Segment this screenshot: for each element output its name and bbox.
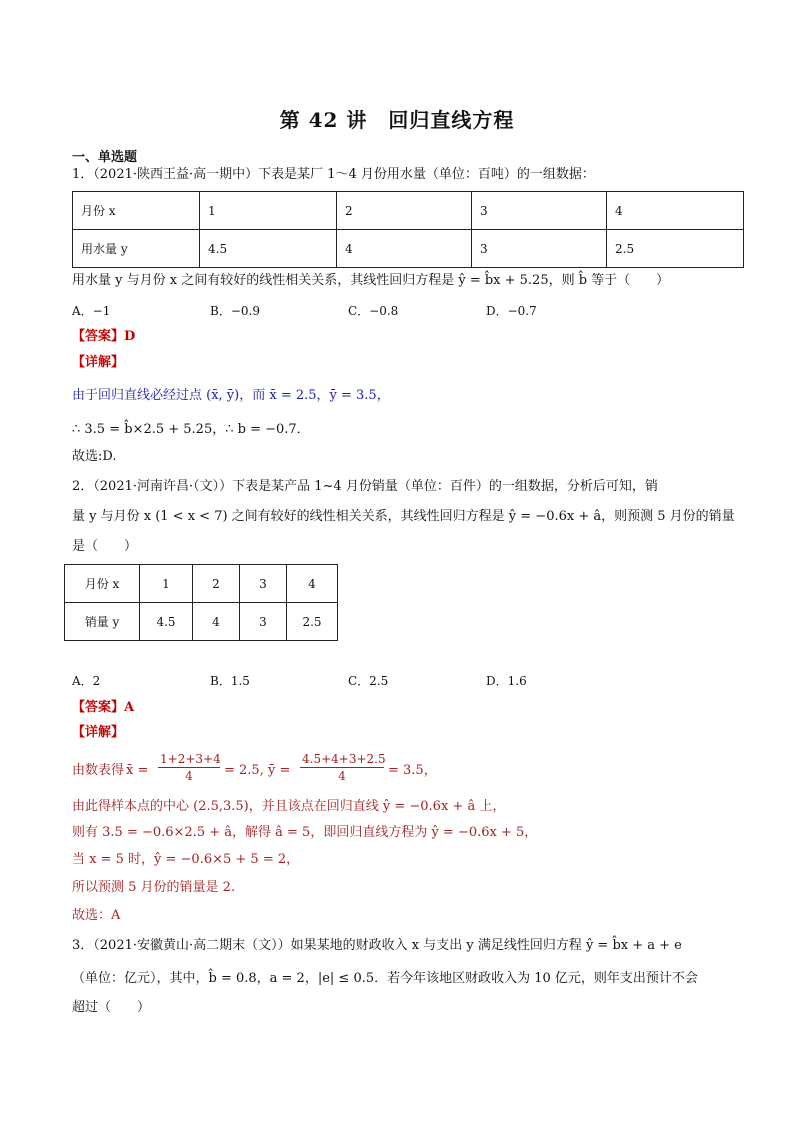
q2-option-a: A．2: [72, 674, 101, 688]
q1-option-c: C．−0.8: [348, 304, 399, 318]
q3-stem-line2: （单位：亿元），其中，b̂ = 0.8，a = 2，|e| ≤ 0.5．若今年该地区财政收入为 10 亿元，则年支出预计不会: [72, 971, 698, 986]
q3-stem-line1: 3．（2021·安徽黄山·高二期末（文））如果某地的财政收入 x 与支出 y 满足线性回归方程 ŷ = b̂x + a + e: [72, 938, 682, 953]
table-cell: 月份 x: [73, 192, 200, 230]
q3-stem-line3: 超过（ ）: [72, 1000, 151, 1015]
q2-stem-line1: 2．（2021·河南许昌·（文））下表是某产品 1~4 月份销量（单位：百件）的一组数据，分析后可知，销: [72, 479, 658, 494]
q1-option-b: B．−0.9: [210, 304, 260, 318]
q2-detail-line5: 所以预测 5 月份的销量是 2.: [72, 880, 236, 895]
q1-answer: 【答案】D: [72, 329, 136, 344]
q2-fraction-x: [158, 752, 220, 783]
q2-detail1-mid: = 2.5, ȳ =: [224, 763, 291, 778]
table-row: [65, 603, 338, 641]
table-cell: 4: [607, 192, 744, 230]
q2-detail-line2: 由此得样本点的中心 (2.5,3.5)，并且该点在回归直线 ŷ = −0.6x + â 上，: [72, 799, 506, 814]
table-cell: 4: [337, 230, 472, 268]
table-cell: 2.5: [607, 230, 744, 268]
q2-detail-line3: 则有 3.5 = −0.6×2.5 + â，解得 â = 5，即回归直线方程为 ŷ = −0.6x + 5，: [72, 825, 538, 840]
table-cell: 4.5: [200, 230, 337, 268]
table-row: [73, 192, 744, 230]
table-cell: 3: [240, 565, 287, 603]
q1-option-a: A．−1: [72, 304, 111, 318]
table-cell: 3: [472, 230, 607, 268]
q1-stem: 1．（2021·陕西王益·高一期中）下表是某厂 1～4 月份用水量（单位：百吨）的一组数据：: [72, 167, 595, 182]
table-cell: 1: [140, 565, 193, 603]
table-cell: 1: [200, 192, 337, 230]
fraction-denominator: 4: [338, 769, 346, 783]
fraction-numerator: 1+2+3+4: [160, 752, 221, 766]
fraction-numerator: 4.5+4+3+2.5: [302, 752, 386, 766]
table-cell: 4: [193, 603, 240, 641]
q1-table: [72, 191, 744, 268]
table-cell: 4: [287, 565, 338, 603]
table-cell: 4.5: [140, 603, 193, 641]
table-cell: 3: [472, 192, 607, 230]
table-cell: 2: [193, 565, 240, 603]
table-cell: 月份 x: [65, 565, 140, 603]
q2-option-c: C．2.5: [348, 674, 389, 688]
q2-table: [64, 564, 338, 641]
table-row: [65, 565, 338, 603]
section-heading: 一、单选题: [72, 150, 138, 165]
fraction-denominator: 4: [185, 769, 193, 783]
q2-option-d: D．1.6: [486, 674, 527, 688]
q2-detail1-xbar: x̄ =: [126, 763, 149, 778]
table-cell: 2.5: [287, 603, 338, 641]
q2-stem-line2: 量 y 与月份 x (1 < x < 7) 之间有较好的线性相关关系，其线性回归方程是 ŷ = −0.6x + â，则预测 5 月份的销量: [72, 509, 735, 524]
table-cell: 3: [240, 603, 287, 641]
q2-detail1-end: = 3.5，: [388, 763, 437, 778]
q2-answer: 【答案】A: [72, 700, 135, 715]
q1-detail-line1: 由于回归直线必经过点 (x̄, ȳ)，而 x̄ = 2.5，ȳ = 3.5，: [72, 388, 390, 403]
q2-detail-label: 【详解】: [72, 725, 125, 740]
q1-conclusion: 故选:D.: [72, 449, 117, 464]
q1-option-d: D．−0.7: [486, 304, 537, 318]
q1-detail-line2: ∴ 3.5 = b̂×2.5 + 5.25，∴ b = −0.7．: [72, 422, 310, 437]
q2-fraction-y: [300, 752, 384, 783]
q2-detail-line4: 当 x = 5 时，ŷ = −0.6×5 + 5 = 2，: [72, 852, 300, 867]
page-title: 第 42 讲 回归直线方程: [279, 108, 515, 132]
table-cell: 用水量 y: [73, 230, 200, 268]
table-cell: 销量 y: [65, 603, 140, 641]
q2-detail1-prefix: 由数表得: [72, 763, 125, 778]
q1-detail-label: 【详解】: [72, 355, 125, 370]
table-cell: 2: [337, 192, 472, 230]
table-row: [73, 230, 744, 268]
q2-conclusion: 故选：A: [72, 908, 121, 923]
q1-question-line: 用水量 y 与月份 x 之间有较好的线性相关关系，其线性回归方程是 ŷ = b̂x + 5.25，则 b̂ 等于（ ）: [72, 273, 670, 288]
q2-stem-line3: 是（ ）: [72, 539, 138, 554]
q2-option-b: B．1.5: [210, 674, 250, 688]
